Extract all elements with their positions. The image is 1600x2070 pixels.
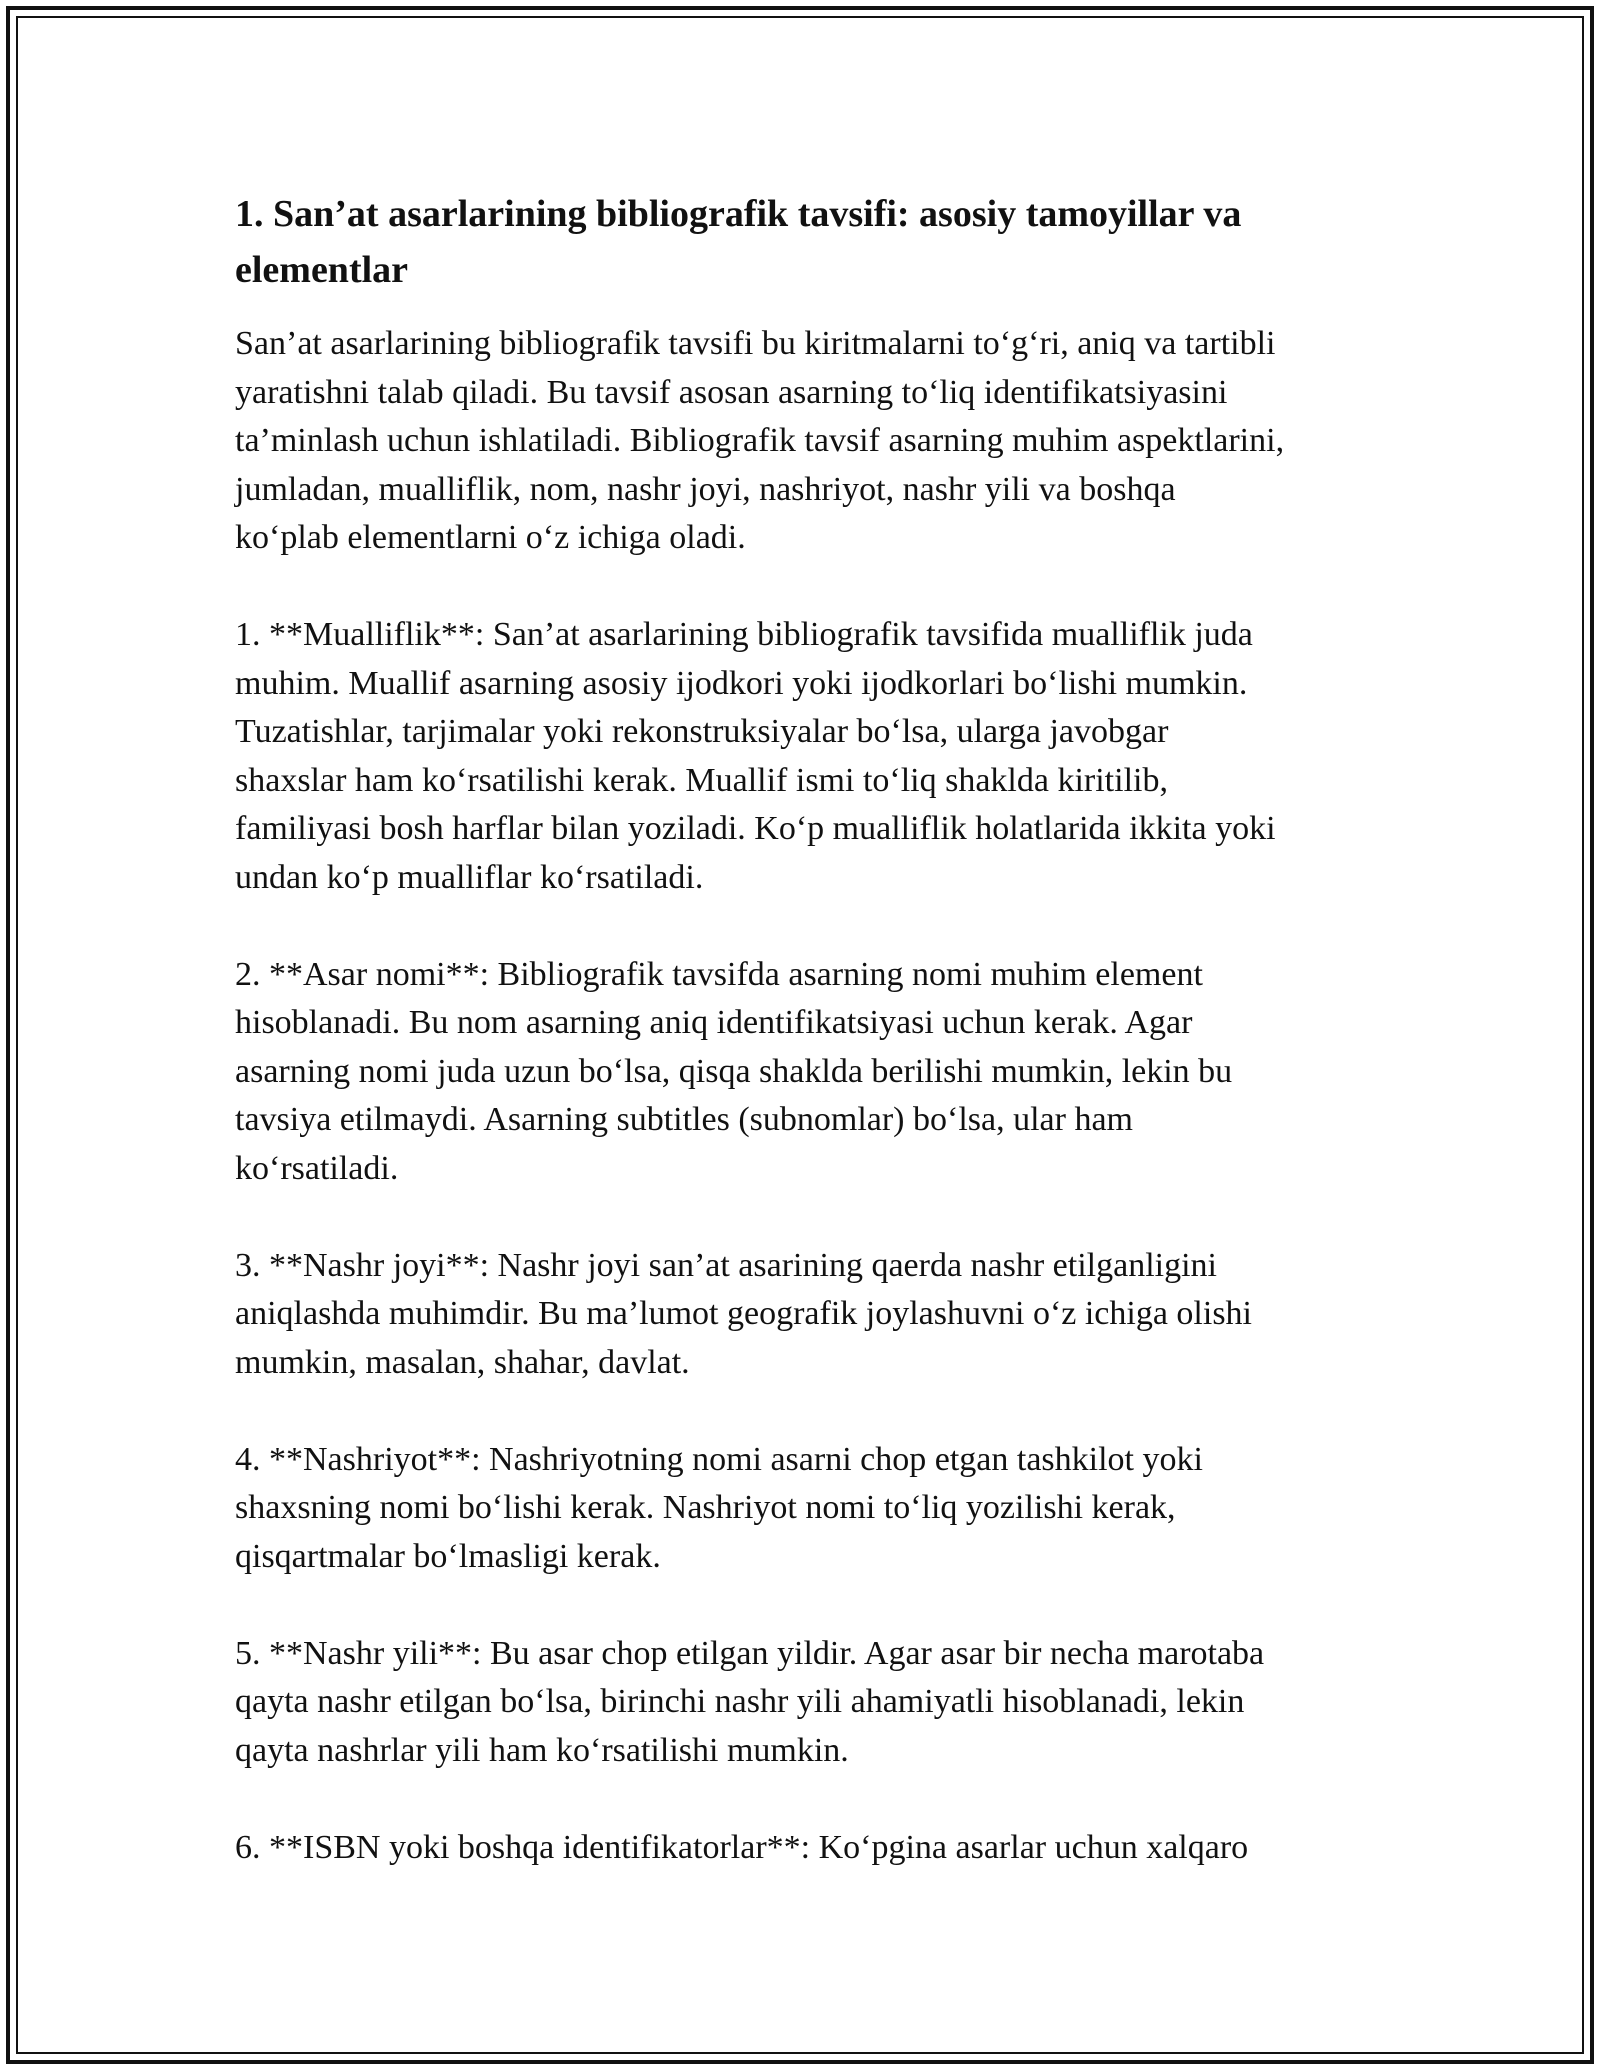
- list-item-nashr-joyi: 3. **Nashr joyi**: Nashr joyi san’at asarining qaerda nashr etilganligini aniqlashda muhimdir. Bu ma’lumot geografik joylashuvni o‘z ichiga olishi mumkin, masalan, shahar, davlat.: [235, 1246, 1252, 1381]
- list-item-isbn: 6. **ISBN yoki boshqa identifikatorlar**: Ko‘pgina asarlar uchun xalqaro: [235, 1828, 1249, 1866]
- document-body: [235, 186, 1375, 1921]
- intro-paragraph: San’at asarlarining bibliografik tavsifi bu kiritmalarni to‘g‘ri, aniq va tartibli yaratishni talab qiladi. Bu tavsif asosan asarning to‘liq identifikatsiyasini ta’minlash uchun ishlatiladi. Bibliografik tavsif asarning muhim aspektlarini, jumladan, mualliflik, nom, nashr joyi, nashriyot, nashr yili va boshqa ko‘plab elementlarni o‘z ichiga oladi.: [235, 325, 1285, 556]
- list-item-mualliflik: 1. **Mualliflik**: San’at asarlarining bibliografik tavsifida mualliflik juda muhim. Muallif asarning asosiy ijodkori yoki ijodkorlari bo‘lishi mumkin. Tuzatishlar, tarjimalar yoki rekonstruksiyalar bo‘lsa, ularga javobgar shaxslar ham ko‘rsatilishi kerak. Muallif ismi to‘liq shaklda kiritilib, familiyasi bosh harflar bilan yoziladi. Ko‘p mualliflik holatlarida ikkita yoki undan ko‘p mualliflar ko‘rsatiladi.: [235, 616, 1276, 896]
- section-heading: 1. San’at asarlarining bibliografik tavsifi: asosiy tamoyillar va elementlar: [235, 193, 1242, 291]
- list-item-nashr-yili: 5. **Nashr yili**: Bu asar chop etilgan yildir. Agar asar bir necha marotaba qayta nashr etilgan bo‘lsa, birinchi nashr yili ahamiyatli hisoblanadi, lekin qayta nashrlar yili ham ko‘rsatilishi mumkin.: [235, 1634, 1265, 1769]
- list-item-nashriyot: 4. **Nashriyot**: Nashriyotning nomi asarni chop etgan tashkilot yoki shaxsning nomi bo‘lishi kerak. Nashriyot nomi to‘liq yozilishi kerak, qisqartmalar bo‘lmasligi kerak.: [235, 1440, 1203, 1575]
- list-item-asar-nomi: 2. **Asar nomi**: Bibliografik tavsifda asarning nomi muhim element hisoblanadi. Bu nom asarning aniq identifikatsiyasi uchun kerak. Agar asarning nomi juda uzun bo‘lsa, qisqa shaklda berilishi mumkin, lekin bu tavsiya etilmaydi. Asarning subtitles (subnomlar) bo‘lsa, ular ham ko‘rsatiladi.: [235, 955, 1233, 1187]
